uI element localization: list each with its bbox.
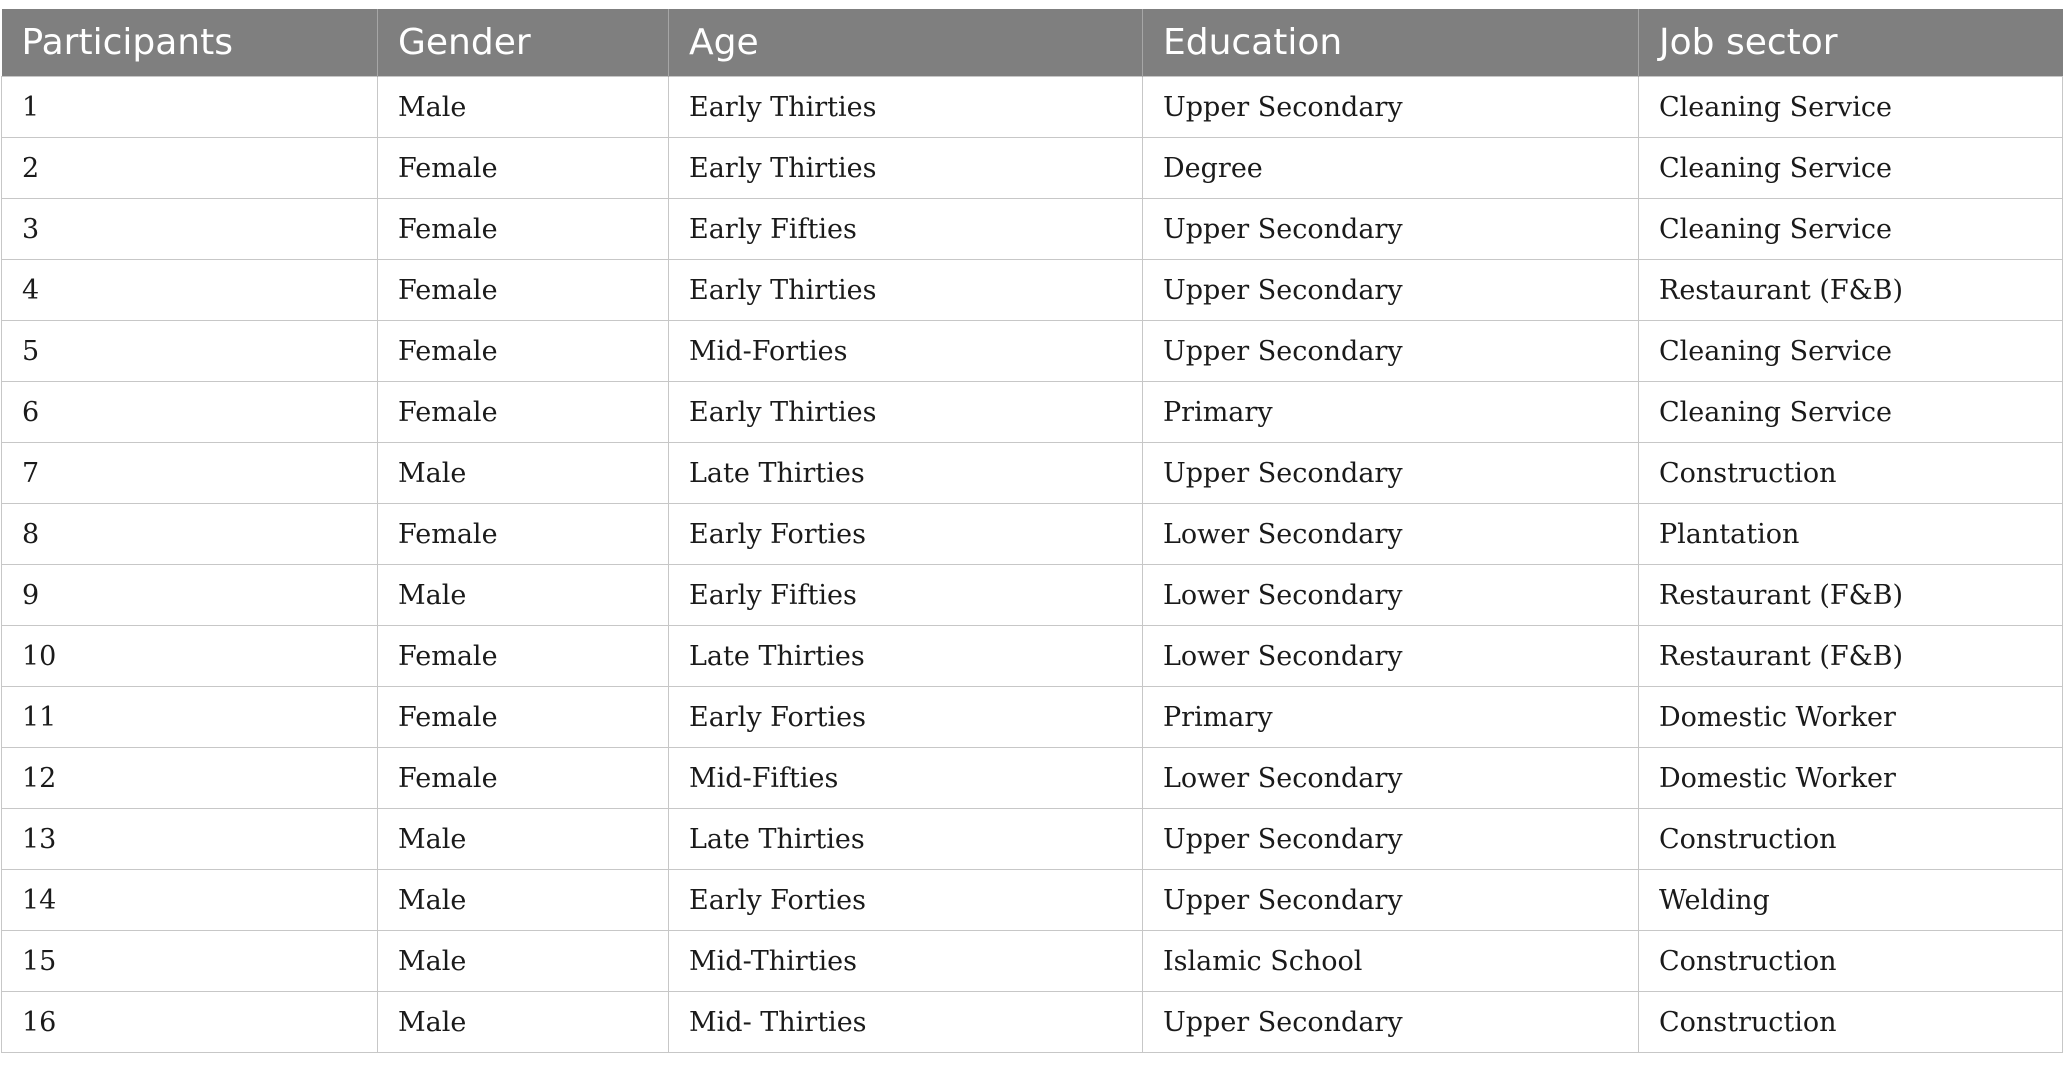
age-cell: Early Thirties — [669, 77, 1143, 138]
table-row — [2, 748, 2063, 809]
education-cell: Primary — [1143, 687, 1639, 748]
table-body — [2, 77, 2063, 1053]
participant-cell: 9 — [2, 565, 378, 626]
education-cell: Islamic School — [1143, 931, 1639, 992]
job-sector-cell: Restaurant (F&B) — [1639, 626, 2063, 687]
participant-cell: 1 — [2, 77, 378, 138]
job-sector-cell: Cleaning Service — [1639, 321, 2063, 382]
header-gender: Gender — [378, 9, 669, 77]
participant-cell: 5 — [2, 321, 378, 382]
age-cell: Mid- Thirties — [669, 992, 1143, 1053]
table-row — [2, 77, 2063, 138]
job-sector-cell: Cleaning Service — [1639, 138, 2063, 199]
participant-cell: 11 — [2, 687, 378, 748]
age-cell: Early Fifties — [669, 199, 1143, 260]
gender-cell: Female — [378, 382, 669, 443]
job-sector-cell: Construction — [1639, 443, 2063, 504]
participant-cell: 10 — [2, 626, 378, 687]
participant-cell: 4 — [2, 260, 378, 321]
job-sector-cell: Construction — [1639, 809, 2063, 870]
table-row — [2, 809, 2063, 870]
job-sector-cell: Cleaning Service — [1639, 199, 2063, 260]
gender-cell: Male — [378, 870, 669, 931]
participant-cell: 13 — [2, 809, 378, 870]
gender-cell: Female — [378, 504, 669, 565]
job-sector-cell: Plantation — [1639, 504, 2063, 565]
table-row — [2, 870, 2063, 931]
education-cell: Upper Secondary — [1143, 321, 1639, 382]
age-cell: Early Thirties — [669, 138, 1143, 199]
age-cell: Late Thirties — [669, 626, 1143, 687]
table-header — [2, 9, 2063, 77]
gender-cell: Male — [378, 443, 669, 504]
job-sector-cell: Welding — [1639, 870, 2063, 931]
job-sector-cell: Cleaning Service — [1639, 77, 2063, 138]
table-row — [2, 565, 2063, 626]
header-participants: Participants — [2, 9, 378, 77]
education-cell: Upper Secondary — [1143, 870, 1639, 931]
education-cell: Degree — [1143, 138, 1639, 199]
age-cell: Early Fifties — [669, 565, 1143, 626]
education-cell: Lower Secondary — [1143, 565, 1639, 626]
gender-cell: Female — [378, 199, 669, 260]
education-cell: Lower Secondary — [1143, 748, 1639, 809]
age-cell: Late Thirties — [669, 443, 1143, 504]
participant-cell: 6 — [2, 382, 378, 443]
table-row — [2, 382, 2063, 443]
header-job-sector: Job sector — [1639, 9, 2063, 77]
education-cell: Lower Secondary — [1143, 626, 1639, 687]
age-cell: Early Forties — [669, 504, 1143, 565]
participants-table-container — [1, 9, 2062, 1053]
job-sector-cell: Construction — [1639, 931, 2063, 992]
gender-cell: Female — [378, 321, 669, 382]
header-row — [2, 9, 2063, 77]
gender-cell: Male — [378, 809, 669, 870]
gender-cell: Male — [378, 992, 669, 1053]
age-cell: Early Forties — [669, 870, 1143, 931]
education-cell: Upper Secondary — [1143, 260, 1639, 321]
gender-cell: Male — [378, 565, 669, 626]
table-row — [2, 321, 2063, 382]
job-sector-cell: Domestic Worker — [1639, 748, 2063, 809]
age-cell: Early Thirties — [669, 382, 1143, 443]
gender-cell: Female — [378, 748, 669, 809]
age-cell: Early Forties — [669, 687, 1143, 748]
job-sector-cell: Restaurant (F&B) — [1639, 565, 2063, 626]
participant-cell: 16 — [2, 992, 378, 1053]
job-sector-cell: Construction — [1639, 992, 2063, 1053]
table-row — [2, 931, 2063, 992]
gender-cell: Female — [378, 626, 669, 687]
gender-cell: Female — [378, 687, 669, 748]
education-cell: Lower Secondary — [1143, 504, 1639, 565]
gender-cell: Male — [378, 77, 669, 138]
header-age: Age — [669, 9, 1143, 77]
age-cell: Mid-Forties — [669, 321, 1143, 382]
gender-cell: Female — [378, 138, 669, 199]
age-cell: Mid-Thirties — [669, 931, 1143, 992]
job-sector-cell: Cleaning Service — [1639, 382, 2063, 443]
table-row — [2, 992, 2063, 1053]
participant-cell: 2 — [2, 138, 378, 199]
header-education: Education — [1143, 9, 1639, 77]
participant-cell: 7 — [2, 443, 378, 504]
education-cell: Upper Secondary — [1143, 77, 1639, 138]
education-cell: Upper Secondary — [1143, 992, 1639, 1053]
job-sector-cell: Domestic Worker — [1639, 687, 2063, 748]
participant-cell: 14 — [2, 870, 378, 931]
participant-cell: 12 — [2, 748, 378, 809]
age-cell: Mid-Fifties — [669, 748, 1143, 809]
table-row — [2, 504, 2063, 565]
education-cell: Upper Secondary — [1143, 443, 1639, 504]
table-row — [2, 626, 2063, 687]
table-row — [2, 138, 2063, 199]
table-row — [2, 260, 2063, 321]
participant-cell: 8 — [2, 504, 378, 565]
table-row — [2, 687, 2063, 748]
participant-cell: 15 — [2, 931, 378, 992]
participant-cell: 3 — [2, 199, 378, 260]
education-cell: Primary — [1143, 382, 1639, 443]
job-sector-cell: Restaurant (F&B) — [1639, 260, 2063, 321]
participants-table — [1, 9, 2063, 1053]
table-row — [2, 443, 2063, 504]
education-cell: Upper Secondary — [1143, 199, 1639, 260]
age-cell: Early Thirties — [669, 260, 1143, 321]
age-cell: Late Thirties — [669, 809, 1143, 870]
gender-cell: Male — [378, 931, 669, 992]
table-row — [2, 199, 2063, 260]
gender-cell: Female — [378, 260, 669, 321]
education-cell: Upper Secondary — [1143, 809, 1639, 870]
